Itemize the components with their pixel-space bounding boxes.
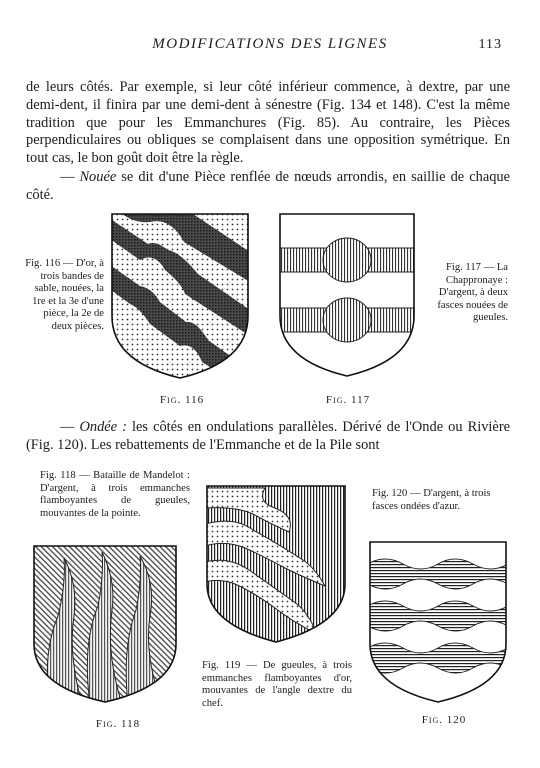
fig-120-caption: Fig. 120 — D'argent, à trois fasces ondées d'azur. [372, 488, 491, 512]
fig-118-label: Fig. 118 [95, 718, 141, 730]
paragraph-3-body: les côtés en ondulations parallèles. Dérivé de l'Onde ou Rivière (Fig. 120). Les rebattements de l'Emmanche et de la Pile sont [26, 419, 510, 453]
fig-116-label: Fig. 116 [159, 394, 205, 406]
shield-fig-117 [278, 212, 416, 378]
term-nouee: Nouée [79, 169, 117, 185]
fig-120-label: Fig. 120 [421, 714, 467, 726]
paragraph-1: de leurs côtés. Par exemple, si leur côté inférieur commence, à dextre, par une demi-dent, il finira par une demi-dent à sénestre (Fig. 134 et 148). C'est la même tradition que pour les Emmanchures (Fig. 85). Au contraire, les Pièces perpendiculaires ou obliques se complaisent dans une opposition symétrique. En tout cas, le bon goût doit être la règle. [26, 79, 510, 167]
term-ondee: Ondée : [79, 419, 127, 435]
running-header: MODIFICATIONS DES LIGNES [152, 36, 388, 52]
fig-118-caption: Fig. 118 — Bataille de Mandelot : D'argent, à trois emmanches flamboyantes de gueules, mouvantes de la pointe. [40, 470, 190, 519]
shield-fig-119 [205, 484, 347, 644]
page-number: 113 [478, 37, 502, 52]
shield-fig-120 [368, 540, 508, 704]
shield-fig-116 [110, 212, 250, 380]
paragraph-2: — Nouée se dit d'une Pièce renflée de nœuds arrondis, en saillie de chaque côté. [26, 169, 510, 203]
fig-117-label: Fig. 117 [325, 394, 371, 406]
paragraph-3: — Ondée : les côtés en ondulations parallèles. Dérivé de l'Onde ou Rivière (Fig. 120). Les rebattements de l'Emmanche et de la Pile sont [26, 419, 510, 453]
fig-116-caption: Fig. 116 — D'or, à trois bandes de sable, nouées, la 1re et la 3e d'une pièce, la 2e de deux pièces. [25, 258, 104, 332]
fig-119-caption: Fig. 119 — De gueules, à trois emmanches flamboyantes d'or, mouvantes de l'angle dextre du chef. [202, 660, 352, 709]
paragraph-2-body: se dit d'une Pièce renflée de nœuds arrondis, en saillie de chaque côté. [26, 169, 510, 203]
shield-fig-118 [32, 544, 178, 704]
fig-117-caption: Fig. 117 — La Chappronaye : D'argent, à deux fasces nouées de gueules. [437, 262, 508, 324]
